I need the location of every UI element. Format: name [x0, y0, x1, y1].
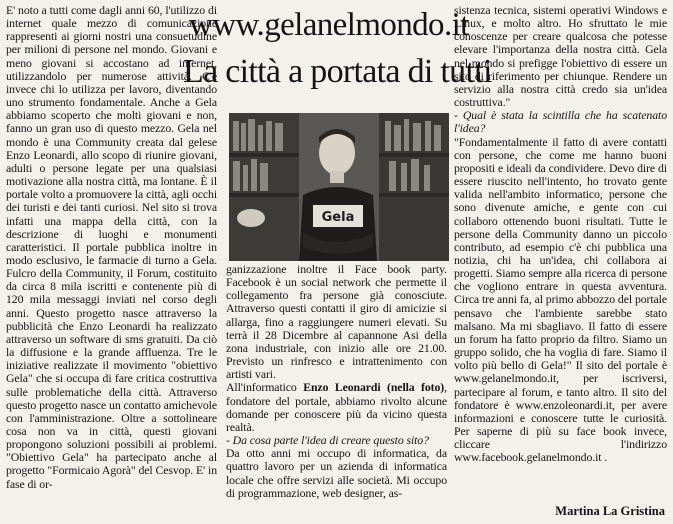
headline-url: www.gelanelmondo.it — [189, 7, 469, 43]
column-2-interviewee-tail: , fondatore del portale, abbiamo rivolto alcune domande per conoscere più da vicino questa realtà. — [226, 380, 447, 434]
column-2-intro: ganizzazione inoltre il Face book party. Facebook è un social network che permette il collegamento fra persone già conosciute. Attraverso questi contatti il giro di amicizie si allarga, fino a raggiungere numeri elevati. Su terrà il 28 Dicembre al capannone Asi della zona industriale, con inizio alle ore 21.00. Previsto un rinfresco e intrattenimento con artisti vari. — [226, 262, 447, 382]
byline: Martina La Gristina — [555, 504, 665, 518]
portrait-photo — [229, 113, 449, 261]
column-2 — [226, 263, 447, 523]
shirt-text: Gela — [321, 210, 355, 225]
column-3-answer: "Fondamentalmente il fatto di avere contatti con persone, che come me hanno buoni propositi e ideali da condividere. Devo dire di essere riuscito nell'intento, ho trovato gente valida nell'ambito informatico, persone che sono divenute amiche, e gente con cui collaboro ottenendo buoni risultati. Tutte le persone della Community danno un piccolo contributo, ad esempio c'è chi pubblica una notizia, chi ha un'idea, chi collabora ai progetti. Siamo sempre alla ricerca di persone che vogliono entrare in questa avventura. Circa tre anni fa, al primo abbozzo del portale pensavo che l'ambiente sarebbe stato malsano. Ma mi sbagliavo. Il fatto di essere un forum ha fatto proprio da filtro. Siamo un gruppo solido, che ha voglia di fare. Siamo il volto più bello di Gela!" Il sito del portale è www.gelanelmondo.it, per iscriversi, partecipare al forum, e tanto altro. Il sito del fondatore è www.enzoleonardi.it, per avere informazioni e conoscere tutte le curiosità. Per saperne di più su face book invece, cliccare l'indirizzo www.facebook.gelanelmondo.it . — [454, 134, 667, 465]
headline-title: La città a portata di tutti — [183, 53, 492, 90]
interview-question-2: - Qual è stata la scintilla che ha scatenato l'idea? — [454, 108, 667, 136]
column-1: E' noto a tutti come dagli anni 60, l'utilizzo di internet quale mezzo di comunicazione rappresenti ai giorni nostri una consuetudine per milioni di persone nel mondo. Giovani e meno giovani si accostano ad internet, utilizzandolo per numerose attività. C'è invece chi lo utilizza per lavoro, diventando uno strumento fondamentale. Anche a Gela abbiamo scoperto che molti giovani e non, fanno un gran uso di questo mezzo. Gela nel mondo è una Community creata dal gelese Enzo Leonardi, allo scopo di riunire giovani, adulti o persone legate per una qualsiasi motivazione alla nostra città, ma lontane. È il portale volto a promuovere la città, agli occhi dei turisti e dei tanti curiosi. Nel sito si trova infatti una mappa della città, con la descrizione di luoghi e monumenti caratteristici. Il portale pubblica inoltre in modo esclusivo, le farmacie di turno a Gela. Fulcro della Community, il Forum, costituito da circa 8 mila iscritti e contenente più di 120 mila messaggi inviati nel corso degli anni. Questo progetto nasce attraverso la pubblicità che Enzo Leonardi ha realizzato attraverso un software di sms gratuiti. Da ciò la diffusione e la grande affluenza. Tre le iniziative realizzate il movimento "obiettivo Gela" che si occupa di fare critica costruttiva sulle problematiche della città. Attraverso questo progetto nasce un contatto amichevole con l'amministrazione. Oltre a sottolineare cosa non va in città, questi giovani propongono soluzioni possibili ai problemi. "Obiettivo Gela" ha partecipato anche al progetto "Formicaio Agorà" del Cesvop. E' in fase di or- — [6, 3, 217, 491]
interview-question-1: - Da cosa parte l'idea di creare questo sito? — [226, 433, 429, 448]
photo-illustration — [229, 113, 449, 261]
column-3-intro: sistenza tecnica, sistemi operativi Windows e Linux, e molto altro. Ho sfruttato le mie conoscenze per creare qualcosa che potesse elevare l'importanza della nostra città. Gela nel mondo si prefigge l'obiettivo di essere un sito di riferimento per chiunque. Rendere un servizio alla nostra città credo sia un'idea costruttiva." — [454, 3, 667, 110]
interviewee-name: Enzo Leonardi (nella foto) — [303, 380, 445, 395]
column-2-answer: Da otto anni mi occupo di informatica, da quattro lavoro per un azienda di informatica locale che offre servizi alle società. Mi occupo di programmazione, web designer, as- — [226, 446, 447, 500]
column-2-interviewee-lead: All'informatico — [226, 380, 304, 395]
column-3 — [454, 4, 667, 494]
